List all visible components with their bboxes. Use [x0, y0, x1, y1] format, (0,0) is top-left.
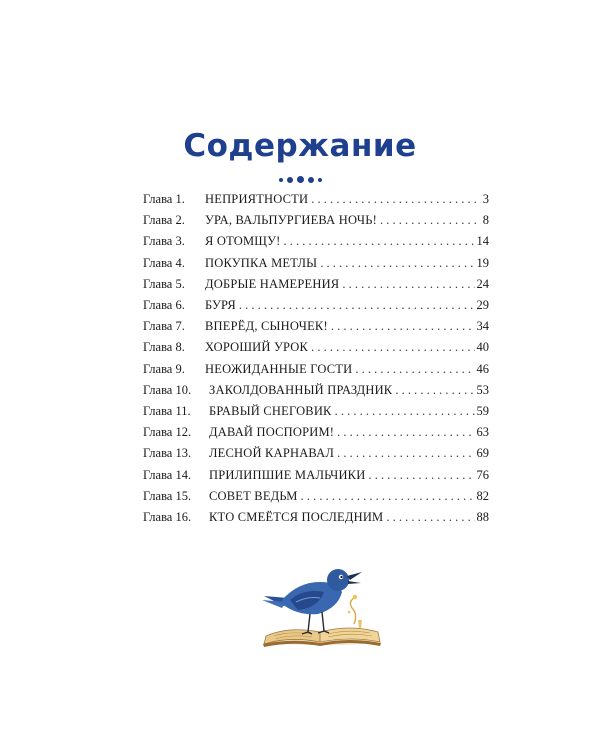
chapter-number: Глава 14.: [143, 467, 192, 482]
toc-entry[interactable]: [143, 444, 489, 462]
dot-leader: [355, 360, 474, 378]
toc-entry[interactable]: [143, 466, 489, 484]
toc-entry[interactable]: [143, 275, 489, 293]
chapter-title: Я ОТОМЩУ!: [205, 234, 281, 249]
page-number: 53: [476, 382, 489, 397]
chapter-number: Глава 8.: [143, 340, 185, 355]
toc-entry[interactable]: [143, 232, 489, 250]
page-number: 29: [476, 298, 489, 312]
chapter-number: Глава 2.: [143, 213, 185, 228]
page-number: 76: [476, 467, 489, 482]
chapter-title: БРАВЫЙ СНЕГОВИК: [209, 404, 332, 418]
crow-on-open-book-icon: [258, 552, 384, 648]
toc-entry[interactable]: [143, 423, 489, 441]
chapter-title: УРА, ВАЛЬПУРГИЕВА НОЧЬ!: [205, 213, 377, 228]
dot-leader: [320, 254, 474, 272]
toc-entry[interactable]: [143, 254, 489, 272]
dot-leader: [331, 317, 475, 335]
chapter-number: Глава 3.: [143, 234, 185, 249]
dot-leader: [337, 444, 474, 462]
chapter-title: НЕОЖИДАННЫЕ ГОСТИ: [205, 361, 353, 376]
chapter-title: БУРЯ: [205, 298, 236, 312]
page-number: 8: [482, 213, 489, 228]
chapter-number: Глава 10.: [143, 382, 192, 397]
chapter-number: Глава 5.: [143, 276, 185, 291]
chapter-number: Глава 4.: [143, 255, 185, 270]
page-number: 40: [476, 340, 489, 355]
dot-leader: [395, 381, 474, 399]
toc-entry[interactable]: [143, 190, 489, 208]
page-number: 34: [476, 319, 489, 334]
page-number: 24: [476, 276, 489, 291]
chapter-title: НЕПРИЯТНОСТИ: [205, 192, 309, 206]
chapter-title: ДАВАЙ ПОСПОРИМ!: [209, 425, 335, 440]
toc-entry[interactable]: [143, 338, 489, 356]
dot-leader: [386, 508, 474, 526]
chapter-title: ЛЕСНОЙ КАРНАВАЛ: [209, 446, 335, 461]
page-number: 82: [476, 488, 489, 503]
ornament-dot: [297, 176, 304, 183]
page-number: 46: [476, 361, 489, 376]
chapter-number: Глава 7.: [143, 319, 185, 334]
chapter-title: ХОРОШИЙ УРОК: [205, 340, 309, 355]
ornament-dot: [279, 178, 283, 182]
chapter-number: Глава 16.: [143, 510, 192, 524]
page-number: 88: [476, 510, 489, 524]
ornament-dot: [308, 177, 314, 183]
page-number: 14: [476, 234, 489, 249]
chapter-title: ПОКУПКА МЕТЛЫ: [205, 255, 318, 270]
dot-leader: [380, 211, 481, 229]
chapter-number: Глава 11.: [143, 404, 191, 418]
dot-leader: [284, 232, 475, 250]
dot-leader: [342, 275, 474, 293]
chapter-title: ВПЕРЁД, СЫНОЧЕК!: [205, 319, 328, 334]
toc-entry[interactable]: [143, 508, 489, 526]
toc-entry[interactable]: [143, 296, 489, 314]
toc-entry[interactable]: [143, 211, 489, 229]
title-ornament: [0, 176, 600, 184]
dot-leader: [301, 487, 475, 505]
chapter-number: Глава 15.: [143, 488, 192, 503]
toc-entry[interactable]: [143, 360, 489, 378]
chapter-number: Глава 13.: [143, 446, 192, 461]
toc-entry[interactable]: [143, 487, 489, 505]
toc-entry[interactable]: [143, 381, 489, 399]
chapter-number: Глава 12.: [143, 425, 192, 440]
chapter-title: ПРИЛИПШИЕ МАЛЬЧИКИ: [209, 467, 366, 482]
chapter-number: Глава 1.: [143, 192, 185, 206]
chapter-number: Глава 6.: [143, 298, 185, 312]
page-number: 19: [476, 255, 489, 270]
dot-leader: [337, 423, 474, 441]
dot-leader: [311, 190, 481, 208]
chapter-title: ЗАКОЛДОВАННЫЙ ПРАЗДНИК: [209, 382, 393, 397]
dot-leader: [335, 402, 475, 420]
chapter-title: КТО СМЕЁТСЯ ПОСЛЕДНИМ: [209, 510, 384, 524]
page-title: Содержание: [183, 128, 417, 164]
toc-entry[interactable]: [143, 402, 489, 420]
toc-entry[interactable]: [143, 317, 489, 335]
page-number: 3: [482, 192, 489, 206]
page-number: 59: [476, 404, 489, 418]
chapter-title: ДОБРЫЕ НАМЕРЕНИЯ: [205, 276, 340, 291]
page-number: 69: [476, 446, 489, 461]
ornament-dot: [318, 178, 322, 182]
page-number: 63: [476, 425, 489, 440]
chapter-number: Глава 9.: [143, 361, 185, 376]
chapter-title: СОВЕТ ВЕДЬМ: [209, 488, 298, 503]
dot-leader: [368, 466, 474, 484]
dot-leader: [311, 338, 474, 356]
ornament-dot: [287, 177, 293, 183]
dot-leader: [239, 296, 475, 314]
